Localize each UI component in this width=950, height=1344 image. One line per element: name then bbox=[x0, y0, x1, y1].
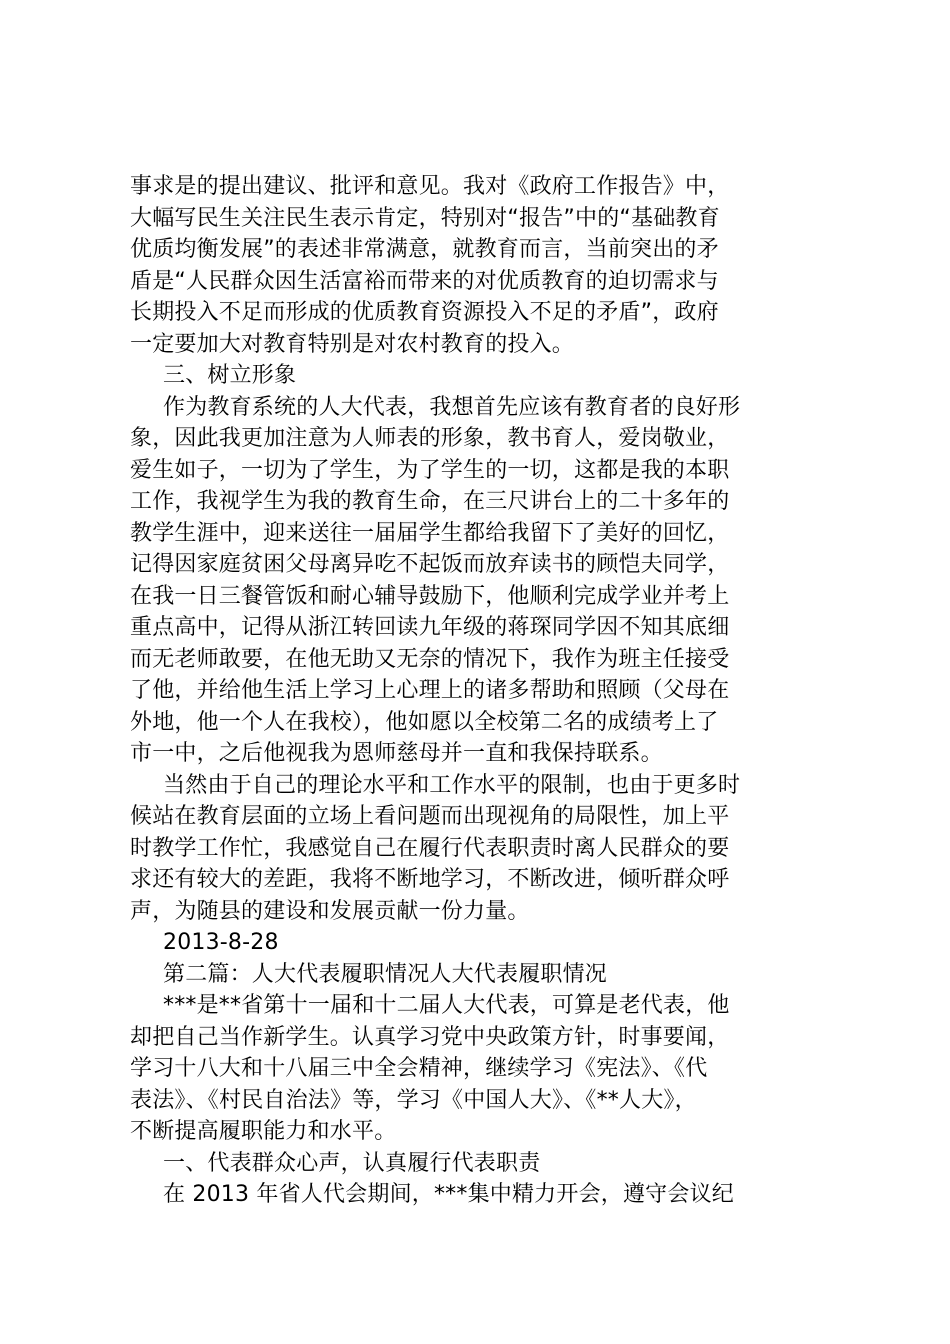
text-line: 优质均衡发展”的表述非常满意，就教育而言，当前突出的矛 bbox=[130, 237, 719, 262]
text-line: 2013-8-28 bbox=[163, 930, 279, 955]
text-line: 不断提高履职能力和水平。 bbox=[130, 1119, 397, 1144]
text-line: 三、树立形象 bbox=[163, 363, 297, 388]
text-line: 外地，他一个人在我校），他如愿以全校第二名的成绩考上了 bbox=[130, 709, 719, 735]
text-line: 而无老师敢要，在他无助又无奈的情况下，我作为班主任接受 bbox=[130, 646, 730, 672]
text-line: 在我一日三餐管饭和耐心辅导鼓励下，他顺利完成学业并考上 bbox=[130, 583, 730, 609]
document-body bbox=[130, 171, 830, 1211]
text-line: 市一中，之后他视我为恩师慈母并一直和我保持联系。 bbox=[130, 741, 663, 766]
text-line: ***是**省第十一届和十二届人大代表，可算是老代表，他 bbox=[163, 993, 730, 1018]
text-line: 却把自己当作新学生。认真学习党中央政策方针，时事要闻， bbox=[130, 1024, 730, 1050]
text-line: 学习十八大和十八届三中全会精神，继续学习《宪法》、《代 bbox=[130, 1056, 708, 1081]
text-line: 声，为随县的建设和发展贡献一份力量。 bbox=[130, 898, 530, 924]
text-line: 求还有较大的差距，我将不断地学习，不断改进，倾听群众呼 bbox=[130, 867, 730, 892]
text-line: 爱生如子，一切为了学生，为了学生的一切，这都是我的本职 bbox=[130, 457, 730, 483]
text-line: 了他，并给他生活上学习上心理上的诸多帮助和照顾（父母在 bbox=[130, 678, 730, 703]
text-line: 时教学工作忙，我感觉自己在履行代表职责时离人民群众的要 bbox=[130, 835, 730, 861]
text-line: 重点高中，记得从浙江转回读九年级的蒋琛同学因不知其底细 bbox=[130, 615, 730, 640]
text-line: 当然由于自己的理论水平和工作水平的限制，也由于更多时 bbox=[163, 772, 741, 798]
text-line: 工作，我视学生为我的教育生命，在三尺讲台上的二十多年的 bbox=[130, 489, 730, 514]
text-line: 在 2013 年省人代会期间，***集中精力开会，遵守会议纪 bbox=[163, 1182, 734, 1207]
text-line: 表法》、《村民自治法》等，学习《中国人大》、《**人大》， bbox=[130, 1087, 697, 1113]
text-line: 大幅写民生关注民生表示肯定，特别对“报告”中的“基础教育 bbox=[130, 205, 720, 231]
text-line: 第二篇：人大代表履职情况人大代表履职情况 bbox=[163, 961, 608, 987]
text-line: 事求是的提出建议、批评和意见。我对《政府工作报告》中， bbox=[130, 174, 730, 199]
text-line: 长期投入不足而形成的优质教育资源投入不足的矛盾”，政府 bbox=[130, 300, 719, 325]
text-line: 一定要加大对教育特别是对农村教育的投入。 bbox=[130, 331, 575, 357]
text-line: 象，因此我更加注意为人师表的形象，教书育人，爱岗敬业， bbox=[130, 426, 730, 451]
text-line: 教学生涯中，迎来送往一届届学生都给我留下了美好的回忆， bbox=[130, 520, 730, 546]
text-line: 一、代表群众心声，认真履行代表职责 bbox=[163, 1150, 541, 1176]
text-line: 盾是“人民群众因生活富裕而带来的对优质教育的迫切需求与 bbox=[130, 268, 719, 294]
text-line: 作为教育系统的人大代表，我想首先应该有教育者的良好形 bbox=[163, 394, 741, 420]
text-line: 记得因家庭贫困父母离异吃不起饭而放弃读书的顾恺夫同学， bbox=[130, 552, 730, 577]
text-line: 候站在教育层面的立场上看问题而出现视角的局限性，加上平 bbox=[130, 804, 730, 829]
